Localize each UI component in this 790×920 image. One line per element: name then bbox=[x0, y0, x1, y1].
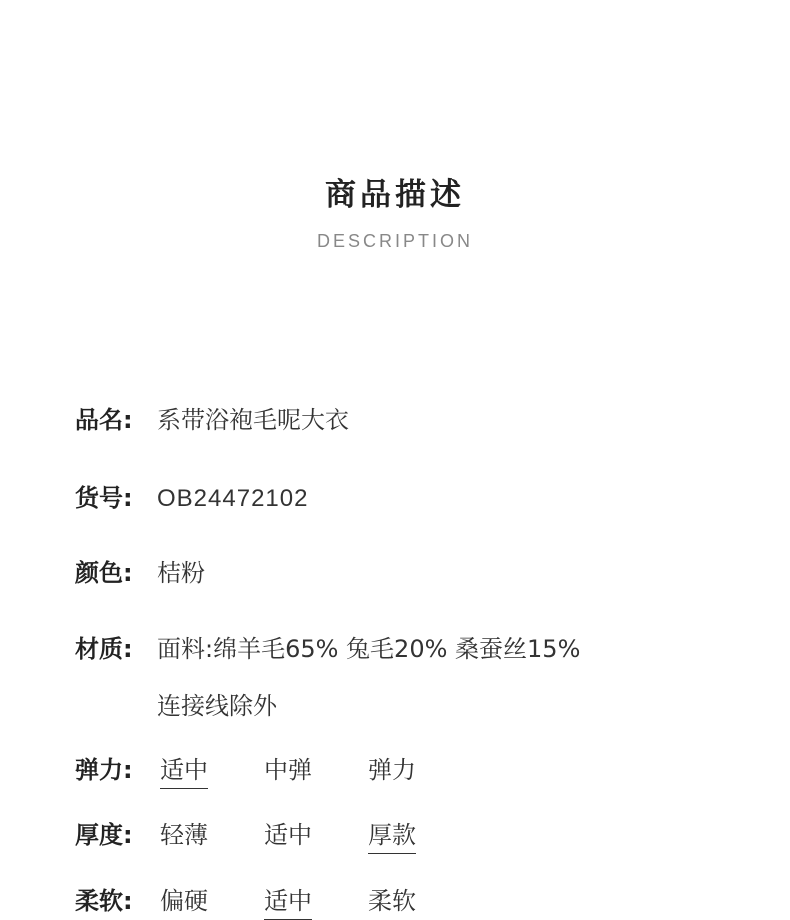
softness-option-label: 偏硬 bbox=[160, 887, 208, 915]
thickness-options bbox=[157, 818, 469, 854]
color-row bbox=[75, 556, 205, 590]
softness-option bbox=[261, 884, 365, 920]
color-label: 颜色: bbox=[75, 559, 133, 587]
softness-option-label: 适中 bbox=[264, 884, 312, 920]
elasticity-option-label: 适中 bbox=[160, 753, 208, 789]
softness-options bbox=[157, 884, 469, 920]
elasticity-row bbox=[75, 753, 469, 789]
elasticity-option bbox=[157, 753, 261, 789]
thickness-row bbox=[75, 818, 469, 854]
product-name-label: 品名: bbox=[75, 406, 133, 434]
section-header bbox=[0, 172, 790, 252]
thickness-option-label: 轻薄 bbox=[160, 821, 208, 849]
elasticity-option bbox=[365, 753, 469, 789]
sku-value: OB24472102 bbox=[157, 485, 309, 512]
section-subtitle: DESCRIPTION bbox=[316, 231, 473, 251]
softness-option bbox=[365, 884, 469, 920]
softness-option bbox=[157, 884, 261, 920]
material-label: 材质: bbox=[75, 635, 133, 663]
softness-option-label: 柔软 bbox=[368, 887, 416, 915]
section-title: 商品描述 bbox=[325, 177, 465, 213]
elasticity-option-label: 中弹 bbox=[264, 756, 312, 784]
material-value: 面料:绵羊毛65% 兔毛20% 桑蚕丝15% bbox=[157, 635, 581, 663]
color-value: 桔粉 bbox=[157, 559, 205, 587]
thickness-option bbox=[157, 818, 261, 854]
material-note: 连接线除外 bbox=[157, 692, 277, 720]
thickness-option-label: 厚款 bbox=[368, 818, 416, 854]
thickness-label: 厚度: bbox=[75, 821, 133, 849]
softness-label: 柔软: bbox=[75, 887, 133, 915]
material-row bbox=[75, 632, 580, 666]
sku-row bbox=[75, 481, 308, 516]
thickness-option bbox=[365, 818, 469, 854]
product-name-value: 系带浴袍毛呢大衣 bbox=[157, 406, 349, 434]
sku-label: 货号: bbox=[75, 484, 133, 512]
elasticity-label: 弹力: bbox=[75, 756, 133, 784]
thickness-option-label: 适中 bbox=[264, 821, 312, 849]
elasticity-options bbox=[157, 753, 469, 789]
softness-row bbox=[75, 884, 469, 920]
elasticity-option bbox=[261, 753, 365, 789]
elasticity-option-label: 弹力 bbox=[368, 756, 416, 784]
product-name-row bbox=[75, 403, 349, 437]
thickness-option bbox=[261, 818, 365, 854]
